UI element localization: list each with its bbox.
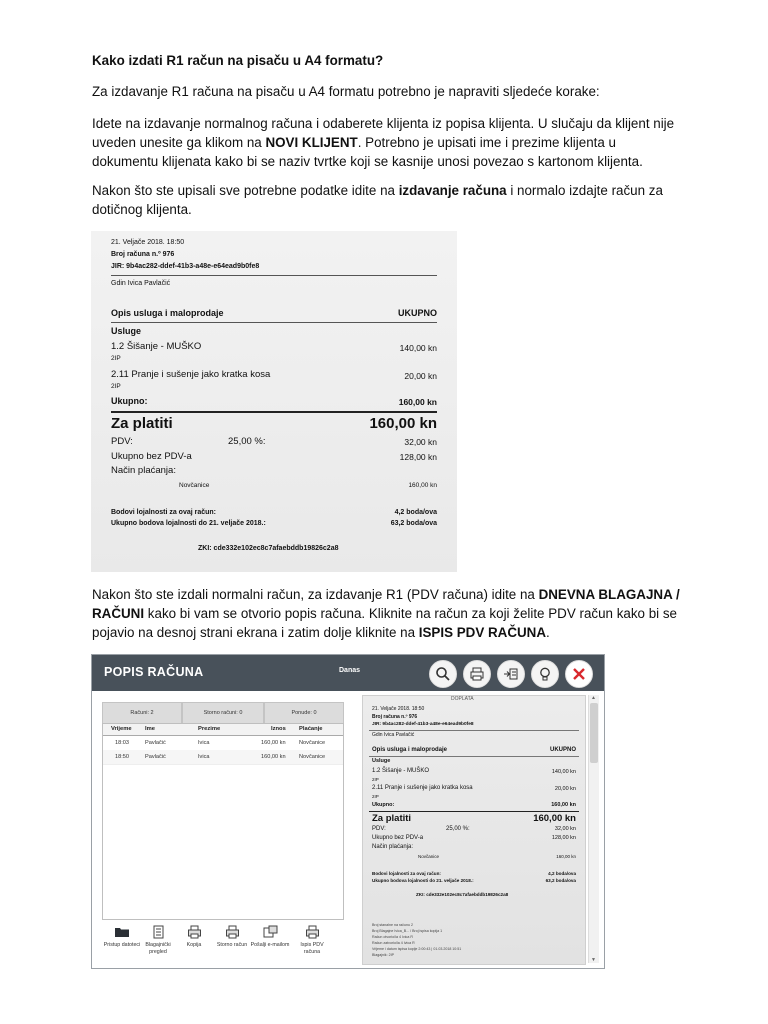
receipt-date: 21. Veljače 2018. 18:50: [111, 239, 185, 246]
preview-footer: Broj stanalne na računu 2 Broj Blagajne Ivica_B... / Broj ispisa kopija 1 Račun otvorio/la 4 Ivica R Račun zatvorio/la 4 Ivica R Vrijeme i datum ispisa kopije 2:00:43 | 01.03.2018 10:51 Blagajnik: 2IP: [372, 923, 462, 957]
printer-icon[interactable]: [463, 660, 491, 688]
preview-loyalty-total-value: 63,2 boda/ova: [545, 878, 576, 883]
preview-item-price: 140,00 kn: [551, 769, 576, 775]
divider: [111, 411, 437, 413]
export-list-icon[interactable]: [497, 660, 525, 688]
preview-net-label: Ukupno bez PDV-a: [372, 835, 424, 841]
preview-col-desc: Opis usluga i maloprodaje: [372, 747, 448, 753]
loyalty-label: Bodovi lojalnosti za ovaj račun:: [111, 509, 217, 516]
preview-subtotal-value: 160,00 kn: [551, 802, 576, 808]
item-sub: 2IP: [111, 383, 121, 390]
preview-total-label: Za platiti: [372, 813, 412, 824]
search-icon[interactable]: [429, 660, 457, 688]
item-sub: 2IP: [111, 355, 121, 362]
close-icon[interactable]: [565, 660, 593, 688]
vat-value: 32,00 kn: [404, 437, 437, 447]
divider: [369, 730, 579, 731]
window-title: POPIS RAČUNA: [104, 665, 204, 679]
item-price: 20,00 kn: [404, 371, 437, 381]
column-header[interactable]: Ime: [145, 726, 155, 732]
preview-number: Broj računa n.º 976: [372, 714, 418, 720]
step1-paragraph: Idete na izdavanje normalnog računa i odaberete klijenta iz popisa klijenta. U slučaju da klijent nije uveden unesite ga klikom na NOVI KLIJENT. Potrebno je upisati ime i prezime klijenta u dokumentu klijenata kako bi se naziv tvrtke koji se kasnije unosi povezao s kartonom klijenta.: [92, 116, 675, 169]
printer-icon: [186, 925, 202, 939]
scroll-thumb[interactable]: [590, 703, 598, 763]
payment-type: Novčanice: [179, 482, 210, 489]
col-description-header: Opis usluga i maloprodaje: [111, 308, 224, 318]
preview-payment-value: 160,00 kn: [556, 854, 576, 859]
blagajnicki-pregled-button[interactable]: Blagajnički pregled: [138, 925, 178, 955]
printer-icon: [304, 925, 320, 939]
col-total-header: UKUPNO: [397, 308, 437, 318]
preview-item: 2.11 Pranje i sušenje jako kratka kosa: [372, 785, 473, 791]
preview-item: 1.2 Šišanje - MUŠKO: [372, 768, 430, 774]
ispis-pdv-racuna-emphasis: ISPIS PDV RAČUNA: [418, 625, 546, 640]
table-row[interactable]: 18:50 Pavlačić Ivica 160,00 kn Novčanice: [103, 750, 343, 765]
step2-paragraph: Nakon što ste upisali sve potrebne podatke idite na izdavanje računa i normalo izdajte račun za dotičnog klijenta.: [92, 183, 663, 217]
intro-paragraph: Za izdavanje R1 računa na pisaču u A4 formatu potrebno je napraviti sljedeće korake:: [92, 84, 600, 99]
receipt-client: Gdin Ivica Pavlačić: [111, 280, 171, 287]
divider: [111, 322, 437, 323]
payment-value: 160,00 kn: [408, 482, 437, 489]
preview-item-sub: 2IP: [372, 794, 379, 799]
ispis-pdv-racuna-button[interactable]: Ispis PDV računa: [292, 925, 332, 955]
preview-loyalty-value: 4,2 boda/ova: [548, 871, 576, 876]
preview-col-total: UKUPNO: [549, 747, 576, 753]
preview-vat-value: 32,00 kn: [554, 826, 576, 832]
novi-klijent-emphasis: NOVI KLIJENT: [265, 135, 358, 150]
receipt-number: Broj računa n.º 976: [111, 251, 175, 258]
divider: [369, 756, 579, 757]
preview-loyalty-total-label: Ukupno bodova lojalnosti do 21. veljače 2018.:: [372, 878, 474, 883]
preview-loyalty-label: Bodovi lojalnosti za ovaj račun:: [372, 871, 441, 876]
total-value: 160,00 kn: [369, 415, 437, 432]
posalji-emailom-button[interactable]: Pošalji e-mailom: [250, 925, 290, 949]
tab-ponude[interactable]: Ponude: 0: [264, 702, 344, 724]
loyalty-total-value: 63,2 boda/ova: [390, 520, 437, 527]
storno-racun-button[interactable]: Storno račun: [212, 925, 252, 949]
loyalty-value: 4,2 boda/ova: [394, 509, 437, 516]
folder-icon: [114, 925, 130, 939]
receipt-preview: [362, 695, 586, 965]
preview-payment-type: Novčanice: [418, 854, 440, 859]
kopija-button[interactable]: Kopija: [174, 925, 214, 949]
item-name: 2.11 Pranje i sušenje jako kratka kosa: [111, 369, 271, 380]
izdavanje-racuna-emphasis: izdavanje računa: [398, 183, 507, 198]
printer-icon: [224, 925, 240, 939]
vat-label: PDV:: [111, 436, 133, 447]
tab-storno[interactable]: Storno računi: 0: [182, 702, 264, 724]
pristup-datoteci-button[interactable]: Pristup datoteci: [102, 925, 142, 949]
email-icon: [262, 925, 278, 939]
window-header: [92, 655, 604, 691]
receipt-zki: ZKI: cde332e102ec8c7afaebddb19826c2a8: [198, 545, 339, 552]
preview-total-value: 160,00 kn: [533, 813, 576, 824]
preview-item-price: 20,00 kn: [554, 786, 576, 792]
tab-racuni[interactable]: Računi: 2: [102, 702, 182, 724]
item-price: 140,00 kn: [399, 343, 437, 353]
column-header[interactable]: Vrijeme: [111, 726, 132, 732]
preview-jir: JIR: 9b4ac282-ddef-41b3-a48e-e64ead9b0fe8: [372, 722, 474, 727]
period-label[interactable]: Danas: [339, 667, 361, 674]
bottom-toolbar: [102, 925, 352, 965]
subtotal-label: Ukupno:: [111, 396, 148, 406]
preview-client: Gdin Ivica Pavlačić: [372, 732, 415, 738]
column-header[interactable]: Plaćanje: [299, 726, 323, 732]
receipt-image: [91, 231, 457, 572]
dnevna-blagajna-emphasis: DNEVNA BLAGAJNA / RAČUNI: [92, 587, 680, 621]
vat-rate: 25,00 %:: [228, 436, 266, 447]
scroll-up-icon[interactable]: ▲: [591, 695, 596, 701]
preview-vat-label: PDV:: [372, 826, 386, 832]
divider: [111, 275, 437, 276]
column-header[interactable]: Iznos: [271, 726, 286, 732]
column-header[interactable]: Prezime: [198, 726, 221, 732]
section-label: Usluge: [111, 326, 142, 336]
document-title: Kako izdati R1 račun na pisaču u A4 formatu?: [92, 53, 384, 68]
total-label: Za platiti: [111, 415, 173, 432]
preview-item-sub: 2IP: [372, 777, 379, 782]
preview-net-value: 128,00 kn: [551, 835, 576, 841]
divider: [369, 811, 579, 812]
invoice-table: [102, 723, 344, 920]
net-value: 128,00 kn: [399, 452, 437, 462]
lightbulb-icon[interactable]: [531, 660, 559, 688]
table-header: [103, 724, 343, 736]
subtotal-value: 160,00 kn: [398, 397, 437, 407]
payment-label: Način plaćanja:: [111, 465, 176, 476]
item-name: 1.2 Šišanje - MUŠKO: [111, 341, 202, 352]
preview-vat-rate: 25,00 %:: [446, 826, 470, 832]
scroll-down-icon[interactable]: ▼: [591, 957, 596, 963]
invoice-list-window: [91, 654, 605, 969]
step3-paragraph: Nakon što ste izdali normalni račun, za izdavanje R1 (PDV računa) idite na DNEVNA BLAGAJNA / RAČUNI kako bi vam se otvorio popis računa. Kliknite na račun za koji želite PDV račun kako bi se pojavio na desnoj strani ekrana i zatim dolje kliknite na ISPIS PDV RAČUNA.: [92, 587, 680, 640]
net-label: Ukupno bez PDV-a: [111, 451, 192, 462]
loyalty-total-label: Ukupno bodova lojalnosti do 21. veljače 2018.:: [111, 520, 266, 527]
preview-zki: ZKI: cde332e102ec8c7afaebddb19826c2a8: [416, 892, 509, 897]
preview-subtotal-label: Ukupno:: [372, 802, 395, 808]
preview-scrollbar[interactable]: [588, 695, 599, 963]
preview-date: 21. Veljače 2018. 18:50: [372, 706, 425, 712]
preview-top-label: DOPLATA: [451, 696, 474, 702]
preview-section: Usluge: [372, 758, 391, 764]
list-tabs: [102, 702, 342, 722]
preview-payment-label: Način plaćanja:: [372, 844, 414, 850]
receipt-jir: JIR: 9b4ac282-ddef-41b3-a48e-e64ead9b0fe8: [111, 263, 260, 270]
document-icon: [150, 925, 166, 939]
table-row[interactable]: 18:03 Pavlačić Ivica 160,00 kn Novčanice: [103, 736, 343, 751]
